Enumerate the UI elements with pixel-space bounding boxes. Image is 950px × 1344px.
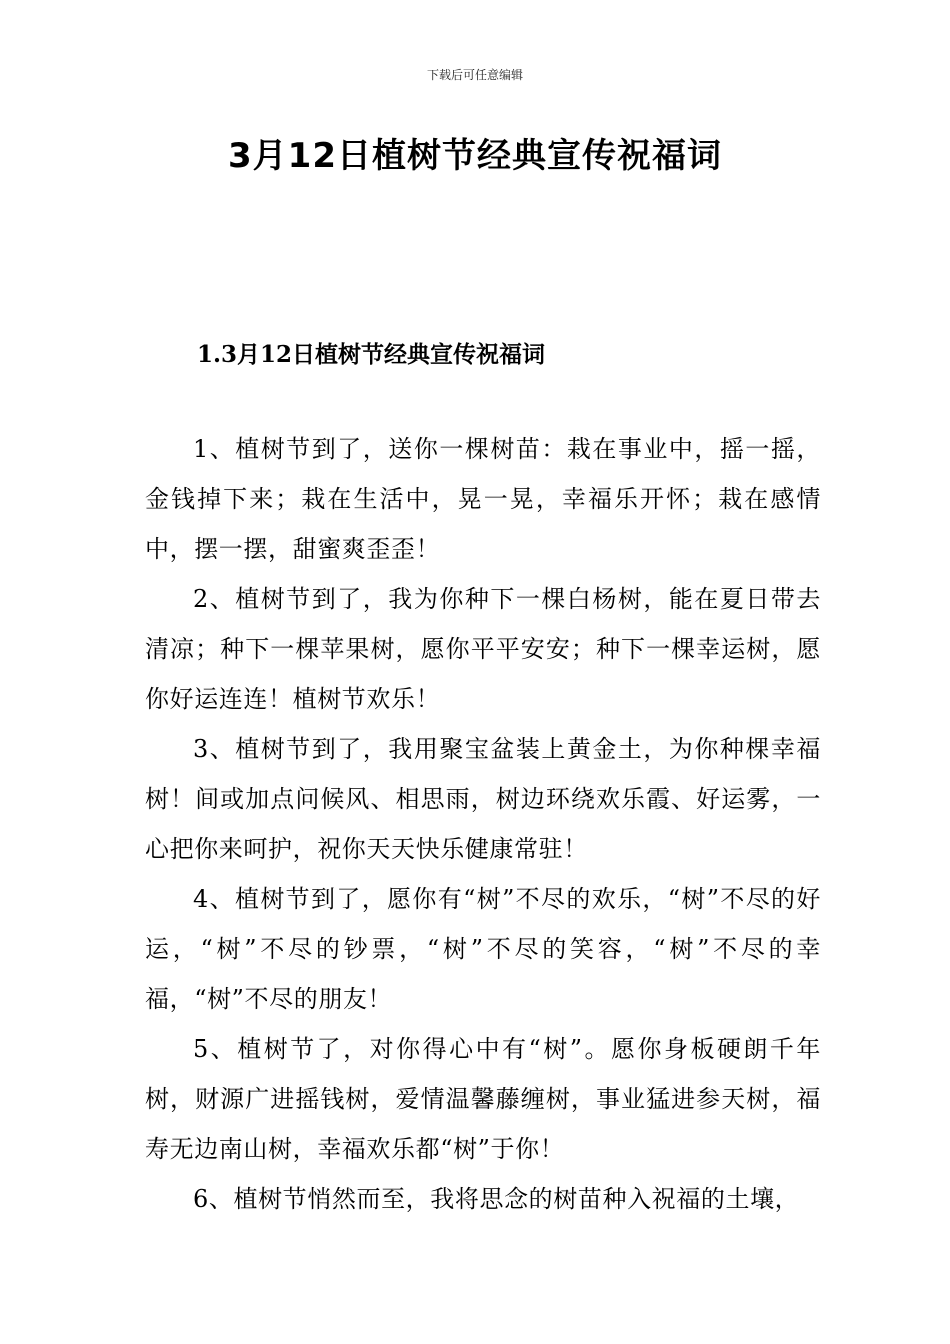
paragraph-6: 6、植树节悄然而至，我将思念的树苗种入祝福的土壤， — [193, 1185, 800, 1213]
paragraph-2: 2、植树节到了，我为你种下一棵白杨树，能在夏日带去清凉；种下一棵苹果树，愿你平平安安；种下一棵幸运树，愿你好运连连！植树节欢乐！ — [145, 585, 821, 713]
paragraph-1: 1、植树节到了，送你一棵树苗：栽在事业中，摇一摇，金钱掉下来；栽在生活中，晃一晃，幸福乐开怀；栽在感情中，摆一摆，甜蜜爽歪歪！ — [145, 435, 821, 563]
paragraph-3: 3、植树节到了，我用聚宝盆装上黄金土，为你种棵幸福树！间或加点问候风、相思雨，树边环绕欢乐霞、好运雾，一心把你来呵护，祝你天天快乐健康常驻！ — [145, 735, 821, 863]
page-header-note: 下载后可任意编辑 — [426, 68, 523, 82]
document-body — [145, 424, 821, 1224]
paragraph-5: 5、植树节了，对你得心中有“树”。愿你身板硬朗千年树，财源广进摇钱树，爱情温馨藤缠树，事业猛进参天树，福寿无边南山树，幸福欢乐都“树”于你！ — [145, 1035, 821, 1163]
document-title: 3月12日植树节经典宣传祝福词 — [228, 136, 722, 176]
section-heading: 1.3月12日植树节经典宣传祝福词 — [197, 341, 546, 368]
paragraph-4: 4、植树节到了，愿你有“树”不尽的欢乐，“树”不尽的好运，“树”不尽的钞票，“树”不尽的笑容，“树”不尽的幸福，“树”不尽的朋友！ — [145, 885, 821, 1013]
